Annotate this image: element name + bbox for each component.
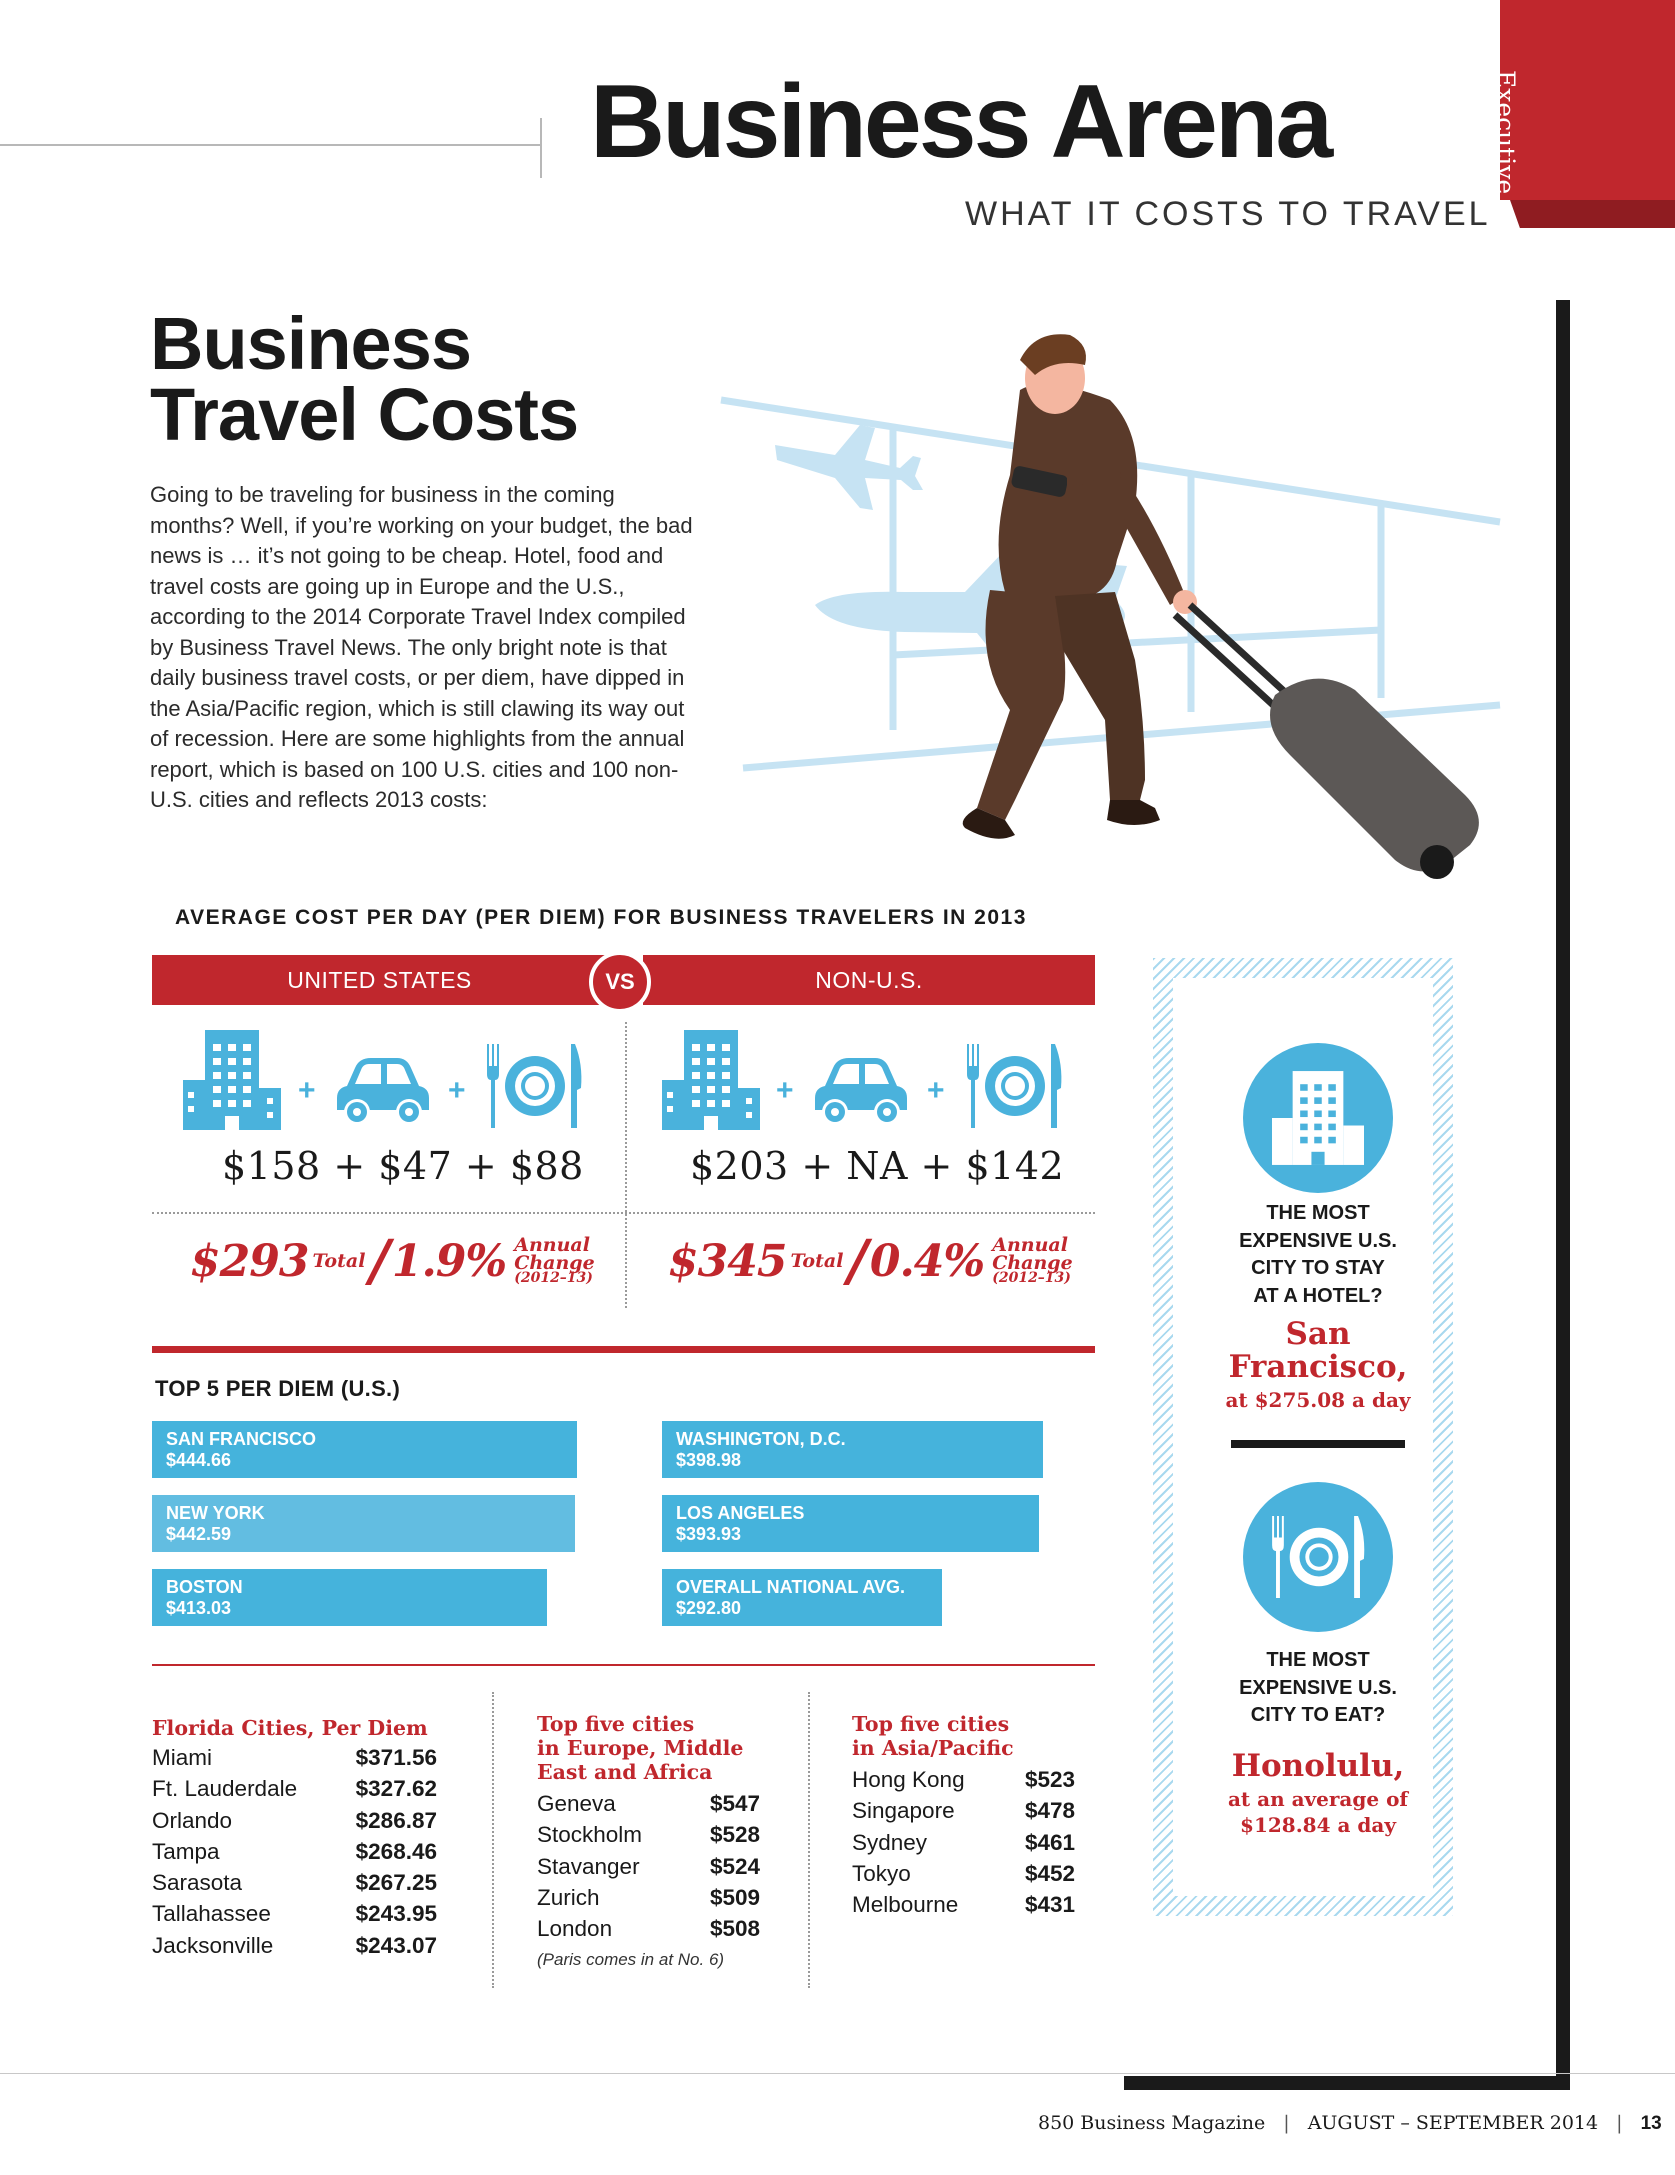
list-item-city: London bbox=[537, 1916, 613, 1942]
section-tab bbox=[1500, 0, 1675, 200]
us-total: $293 bbox=[190, 1235, 309, 1287]
list-item-city: Sydney bbox=[852, 1829, 928, 1855]
list-title-line: in Asia/Pacific bbox=[852, 1736, 1014, 1760]
footer-rule bbox=[0, 2073, 1675, 2074]
plus-sign: + bbox=[927, 1074, 945, 1107]
plus-sign: + bbox=[920, 1144, 953, 1188]
car-icon bbox=[815, 1058, 907, 1128]
nonus-totals bbox=[668, 1228, 1073, 1294]
plus-sign: + bbox=[298, 1074, 316, 1107]
hotel-icon bbox=[1272, 1070, 1364, 1166]
sidebar-question-line: EXPENSIVE U.S. bbox=[1239, 1676, 1397, 1699]
us-car-cost: $47 bbox=[378, 1144, 453, 1188]
section-divider bbox=[152, 1664, 1095, 1666]
list-divider bbox=[492, 1692, 494, 1988]
article-title bbox=[150, 302, 579, 457]
hotel-icon bbox=[183, 1030, 281, 1130]
list-item-value: $243.95 bbox=[355, 1901, 437, 1927]
total-label: Total bbox=[312, 1250, 366, 1272]
nonus-total: $345 bbox=[668, 1235, 787, 1287]
slash: / bbox=[847, 1228, 868, 1294]
top5-bar-value: $292.80 bbox=[676, 1598, 742, 1618]
sidebar-dining-badge bbox=[1243, 1482, 1393, 1632]
list-item bbox=[152, 1773, 437, 1804]
list-item bbox=[852, 1764, 1075, 1795]
list-title-line: Top five cities bbox=[852, 1712, 1010, 1736]
us-cost-line bbox=[222, 1144, 584, 1188]
car-icon bbox=[337, 1058, 429, 1128]
sidebar-eat-question bbox=[1168, 1647, 1468, 1730]
plus-sign: + bbox=[333, 1144, 366, 1188]
sidebar-question-line: THE MOST bbox=[1266, 1649, 1370, 1671]
annual-period: (2012–13) bbox=[992, 1270, 1071, 1287]
dining-icon bbox=[1270, 1516, 1366, 1598]
list-item-value: $523 bbox=[1024, 1767, 1075, 1792]
annual-label-line: Change bbox=[992, 1252, 1073, 1275]
list-item-city: Jacksonville bbox=[152, 1932, 274, 1958]
top5-bar bbox=[152, 1421, 577, 1478]
list-item-value: $461 bbox=[1024, 1829, 1075, 1855]
sidebar-hotel-answer bbox=[1168, 1318, 1468, 1384]
list-item-value: $509 bbox=[709, 1884, 760, 1910]
sidebar-question-line: AT A HOTEL? bbox=[1253, 1284, 1383, 1307]
list-title-line: Top five cities bbox=[537, 1712, 695, 1736]
plus-sign: + bbox=[801, 1144, 834, 1188]
list-item-value: $528 bbox=[709, 1822, 760, 1848]
section-tab-shadow bbox=[1510, 200, 1675, 228]
list-item-value: $547 bbox=[709, 1791, 760, 1816]
annual-label-line: Change bbox=[514, 1252, 595, 1275]
section-title: Business Arena bbox=[590, 64, 1331, 180]
asia-list-title bbox=[852, 1712, 1075, 1760]
list-item bbox=[852, 1795, 1075, 1826]
list-item-value: $327.62 bbox=[355, 1776, 437, 1802]
top5-heading: TOP 5 PER DIEM (U.S.) bbox=[155, 1376, 401, 1401]
list-item-value: $431 bbox=[1024, 1892, 1075, 1918]
top5-bar-city: NEW YORK bbox=[166, 1503, 265, 1523]
list-item bbox=[852, 1858, 1075, 1889]
tab-label-line: Executive bbox=[1491, 70, 1520, 195]
us-food-cost: $88 bbox=[509, 1144, 584, 1188]
top5-bar bbox=[152, 1495, 575, 1552]
top5-bar-city: WASHINGTON, D.C. bbox=[676, 1429, 846, 1449]
list-item-city: Sarasota bbox=[152, 1870, 243, 1896]
sidebar-question-line: CITY TO EAT? bbox=[1250, 1704, 1386, 1726]
list-item-city: Singapore bbox=[852, 1798, 955, 1824]
list-item-value: $524 bbox=[709, 1853, 760, 1879]
nonus-food-cost: $142 bbox=[965, 1144, 1065, 1188]
top5-bar-city: LOS ANGELES bbox=[676, 1503, 805, 1523]
footer-issue: AUGUST – SEPTEMBER 2014 bbox=[1307, 2112, 1599, 2134]
page-number: 13 bbox=[1640, 2113, 1662, 2134]
annual-change-label bbox=[992, 1236, 1072, 1285]
emea-list bbox=[537, 1712, 760, 1944]
sidebar-question-line: CITY TO STAY bbox=[1251, 1257, 1385, 1279]
paris-note: (Paris comes in at No. 6) bbox=[537, 1950, 725, 1969]
plus-sign: + bbox=[776, 1074, 794, 1107]
annual-label-line: Annual bbox=[514, 1234, 590, 1257]
sidebar-hotel-badge bbox=[1243, 1043, 1393, 1193]
totals-divider bbox=[152, 1212, 1095, 1214]
list-item-value: $371.56 bbox=[355, 1745, 437, 1770]
sidebar-hotel-amount: at $275.08 a day bbox=[1225, 1388, 1411, 1412]
us-totals bbox=[190, 1228, 595, 1294]
list-item-value: $478 bbox=[1024, 1798, 1075, 1824]
list-item-value: $268.46 bbox=[355, 1838, 437, 1864]
list-item bbox=[152, 1930, 437, 1961]
list-item bbox=[537, 1788, 760, 1819]
intro-paragraph: Going to be traveling for business in the coming months? Well, if you’re working on your budget, the bad news is … it’s not going to be cheap. Hotel, food and travel costs are going up in Europe and the U.S., according to the 2014 Corporate Travel Index compiled by Business Travel News. The only bright note is that daily business travel costs, or per diem, have dipped in the Asia/Pacific region, which is still clawing its way out of recession. Here are some highlights from the annual report, which is based on 100 U.S. cities and 100 non-U.S. cities and reflects 2013 costs: bbox=[150, 482, 693, 812]
top5-bar-value: $398.98 bbox=[676, 1450, 742, 1470]
dining-icon bbox=[965, 1044, 1063, 1128]
list-title-line: in Europe, Middle bbox=[537, 1736, 744, 1760]
top5-bar bbox=[152, 1569, 547, 1626]
list-item bbox=[537, 1819, 760, 1850]
list-item-city: Tokyo bbox=[852, 1860, 911, 1886]
sidebar-eat-answer: Honolulu, bbox=[1231, 1748, 1405, 1784]
tab-label-line: Mindset bbox=[1464, 70, 1494, 174]
sidebar-answer-line: San bbox=[1285, 1316, 1351, 1352]
list-item-city: Stavanger bbox=[537, 1853, 640, 1879]
sidebar-question-line: THE MOST bbox=[1266, 1202, 1370, 1224]
list-item-city: Ft. Lauderdale bbox=[152, 1776, 298, 1802]
page-footer bbox=[1038, 2112, 1662, 2135]
emea-list-title bbox=[537, 1712, 760, 1784]
section-divider bbox=[152, 1346, 1095, 1353]
sidebar-amount-line: at an average of bbox=[1227, 1787, 1409, 1811]
top5-bar-city: BOSTON bbox=[166, 1577, 243, 1597]
hotel-icon bbox=[662, 1030, 760, 1130]
sidebar-eat-amount bbox=[1168, 1786, 1468, 1838]
list-item-city: Miami bbox=[152, 1745, 212, 1770]
list-item-value: $286.87 bbox=[355, 1807, 437, 1833]
sidebar-divider bbox=[1231, 1440, 1405, 1448]
dining-icon bbox=[485, 1044, 583, 1128]
slash: / bbox=[369, 1228, 390, 1294]
sidebar-hotel-question bbox=[1168, 1200, 1468, 1310]
top5-bar-value: $444.66 bbox=[166, 1450, 232, 1470]
plus-sign: + bbox=[464, 1144, 498, 1188]
list-item-value: $243.07 bbox=[355, 1932, 437, 1958]
comparison-divider bbox=[625, 1022, 627, 1308]
list-item-city: Orlando bbox=[152, 1807, 233, 1833]
top5-bar-value: $442.59 bbox=[166, 1524, 232, 1544]
list-item bbox=[852, 1827, 1075, 1858]
list-title-line: East and Africa bbox=[537, 1760, 713, 1784]
footer-separator: | bbox=[1616, 2112, 1623, 2134]
article-title-line: Travel Costs bbox=[150, 373, 579, 457]
top5-bar-value: $413.03 bbox=[166, 1598, 232, 1618]
top5-bar-city: OVERALL NATIONAL AVG. bbox=[676, 1577, 906, 1597]
top5-bar-city: SAN FRANCISCO bbox=[166, 1429, 317, 1449]
header-rule bbox=[0, 144, 540, 146]
list-item bbox=[537, 1913, 760, 1944]
annual-period: (2012–13) bbox=[514, 1270, 593, 1287]
list-item-city: Hong Kong bbox=[852, 1767, 965, 1792]
section-tab-label bbox=[1466, 70, 1519, 230]
traveler-illustration bbox=[715, 300, 1550, 890]
nonus-hotel-cost: $203 bbox=[690, 1144, 789, 1188]
sidebar-answer-line: Francisco, bbox=[1228, 1349, 1408, 1385]
list-item-value: $267.25 bbox=[355, 1870, 437, 1896]
list-item bbox=[537, 1882, 760, 1913]
page-rail bbox=[1556, 300, 1570, 2090]
list-item-city: Tampa bbox=[152, 1838, 220, 1864]
annual-label-line: Annual bbox=[992, 1234, 1068, 1257]
page-rail-foot bbox=[1124, 2076, 1570, 2090]
footer-magazine: 850 Business Magazine bbox=[1038, 2112, 1266, 2134]
section-subtitle: WHAT IT COSTS TO TRAVEL bbox=[965, 195, 1491, 233]
nonus-car-cost: NA bbox=[846, 1144, 908, 1188]
list-item-value: $508 bbox=[709, 1916, 760, 1942]
footer-separator: | bbox=[1283, 2112, 1290, 2134]
us-annual-change: 1.9% bbox=[391, 1235, 507, 1287]
header-rule-tick bbox=[540, 118, 542, 178]
total-label: Total bbox=[790, 1250, 844, 1272]
plus-sign: + bbox=[448, 1074, 466, 1107]
list-item bbox=[152, 1742, 437, 1773]
list-item-city: Zurich bbox=[537, 1884, 600, 1910]
florida-list-title: Florida Cities, Per Diem bbox=[152, 1716, 428, 1740]
list-item bbox=[152, 1867, 437, 1898]
list-item bbox=[152, 1805, 437, 1836]
article-title-line: Business bbox=[150, 302, 472, 385]
list-item-city: Stockholm bbox=[537, 1822, 643, 1848]
top5-bar-value: $393.93 bbox=[676, 1524, 742, 1544]
top5-bar bbox=[662, 1569, 942, 1626]
annual-change-label bbox=[514, 1236, 594, 1285]
list-item-value: $452 bbox=[1024, 1860, 1075, 1886]
per-diem-heading: AVERAGE COST PER DAY (PER DIEM) FOR BUSINESS TRAVELERS IN 2013 bbox=[175, 906, 1027, 929]
nonus-cost-line bbox=[690, 1144, 1064, 1188]
nonus-header-bar: NON-U.S. bbox=[643, 955, 1095, 1005]
sidebar-question-line: EXPENSIVE U.S. bbox=[1239, 1229, 1397, 1252]
list-item bbox=[537, 1851, 760, 1882]
us-header-bar: UNITED STATES bbox=[152, 955, 607, 1005]
vs-badge: VS bbox=[589, 951, 651, 1013]
asia-list bbox=[852, 1712, 1075, 1920]
list-divider bbox=[808, 1692, 810, 1988]
top5-bar bbox=[662, 1495, 1039, 1552]
florida-list bbox=[152, 1716, 437, 1961]
list-item bbox=[852, 1889, 1075, 1920]
list-item bbox=[152, 1898, 437, 1929]
top5-bar bbox=[662, 1421, 1043, 1478]
list-item-city: Tallahassee bbox=[152, 1901, 271, 1927]
us-hotel-cost: $158 bbox=[222, 1144, 321, 1188]
list-item bbox=[152, 1836, 437, 1867]
list-item-city: Geneva bbox=[537, 1791, 616, 1816]
businessman-icon bbox=[963, 334, 1479, 879]
sidebar-amount-line: $128.84 a day bbox=[1240, 1813, 1396, 1837]
list-item-city: Melbourne bbox=[852, 1892, 959, 1918]
nonus-annual-change: 0.4% bbox=[869, 1235, 985, 1287]
